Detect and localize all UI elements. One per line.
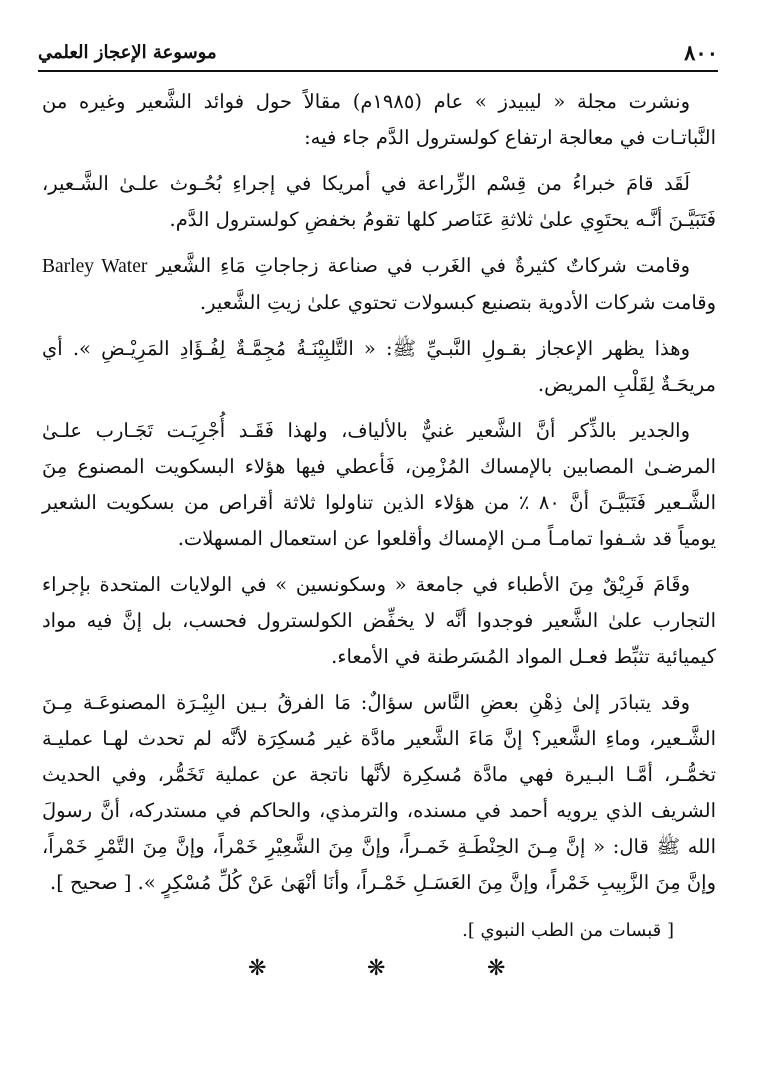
barley-water-english: Barley Water [42,256,148,277]
section-separator [0,956,760,986]
source-citation: [ قبسات من الطب النبوي ]. [462,920,674,941]
paragraph-lipids-article: ونشرت مجلة « ليبيدز » عام (١٩٨٥م) مقالاً حول فوائد الشَّعير وغيره من النَّباتـات في معالجة ارتفاع كولسترول الدَّم جاء فيه: [42,90,716,149]
asterism-icon: ❋ [248,956,267,981]
paragraph-barley-water-companies [42,248,716,321]
running-title: موسوعة الإعجاز العلمي [38,42,217,63]
asterism-icon: ❋ [367,956,386,981]
paragraph-beer-question: وقد يتبادَر إلىٰ ذِهْنِ بعضِ النَّاس سؤالٌ: مَا الفرقُ بـين البِيْـرَة المصنوعَـة مِـنَ الشَّـعير، وماءِ الشَّعير؟ إنَّ مَاءَ الشَّعير مادَّة غير مُسكِرَة لأنَّه لم تحدث لهـا عمليـة تخمُّـر، أمَّـا البـيرة فهي مادَّة مُسكِرة لأنَّها ناتجة عن عملية تَخَمُّر، وفي الحديث الشريف الذي يرويه أحمد في مسنده، والترمذي، والحاكم في مستدركه، أنَّ رسولَ الله ﷺ قال: « إنَّ مِـنَ الحِنْطَـةِ خَمـراً، وإنَّ مِنَ الشَّعِيْرِ خَمْراً، وإنَّ مِنَ التَّمْرِ خَمْراً، وإنَّ مِنَ الزَّبِيبِ خَمْراً، وإنَّ مِنَ العَسَـلِ خَمْـراً، وأنَا أنْهَىٰ عَنْ كُلِّ مُسْكِرٍ ». [ صحيح ]. [42,691,716,894]
asterism-icon: ❋ [487,956,506,981]
paragraph-pharma-companies: وقامت شركات الأدوية بتصنيع كبسولات تحتوي علىٰ زيتِ الشَّعير. [199,291,716,314]
paragraph-talbina-hadith: وهذا يظهر الإعجاز بقـولِ النَّبـيِّ ﷺ: « التَّلبِيْنَـةُ مُجِمَّـةٌ لِفُـؤَادِ المَرِيْـضِ ». أي مريحَـةٌ لِقَلْبِ المريض. [42,337,716,396]
body-text [42,84,716,911]
paragraph-agriculture-experts: لَقَد قامَ خبراءُ من قِسْم الزِّراعة في أمريكا في إجراءِ بُحُـوث علـىٰ الشَّـعير، فَتَبَيَّـنَ أنَّـه يحتَوِي علىٰ ثلاثةِ عَنَاصر كلها تقومُ بخفضِ كولسترول الدَّم. [42,172,716,231]
paragraph-wisconsin-study: وقَامَ فَرِيْقٌ مِنَ الأطباء في جامعة « وسكونسين » في الولايات المتحدة بإجراء التجارب علىٰ الشَّعير فوجدوا أنَّه لا يخفِّض الكولسترول فحسب، بل إنَّ فيه مواد كيميائية تثبِّط فعـل المواد المُسَرطنة في الأمعاء. [42,573,716,668]
page-header [38,40,718,72]
page-number: ٨٠٠ [684,40,718,65]
paragraph-barley-water-text: وقامت شركاتٌ كثيرةٌ في الغَرب في صناعة زجاجاتِ مَاءِ الشَّعير [156,254,690,277]
paragraph-fiber-experiment: والجدير بالذِّكر أنَّ الشَّعير غنيٌّ بالألياف، ولهذا فَقَـد أُجْرِيَـت تَجَـارب علـىٰ المرضـىٰ المصابين بالإمساك المُزْمِن، فَأعطي فيها هؤلاء البسكويت المصنوع مِنَ الشَّـعير فَتَبَيَّـنَ أنَّ ٨٠ ٪ من هؤلاء الذين تناولوا ثلاثة أقراص من بسكويت الشعير يومياً قد شـفوا تمامـاً مـن الإمساك وأقلعوا عن استعمال المسهلات. [42,419,716,550]
